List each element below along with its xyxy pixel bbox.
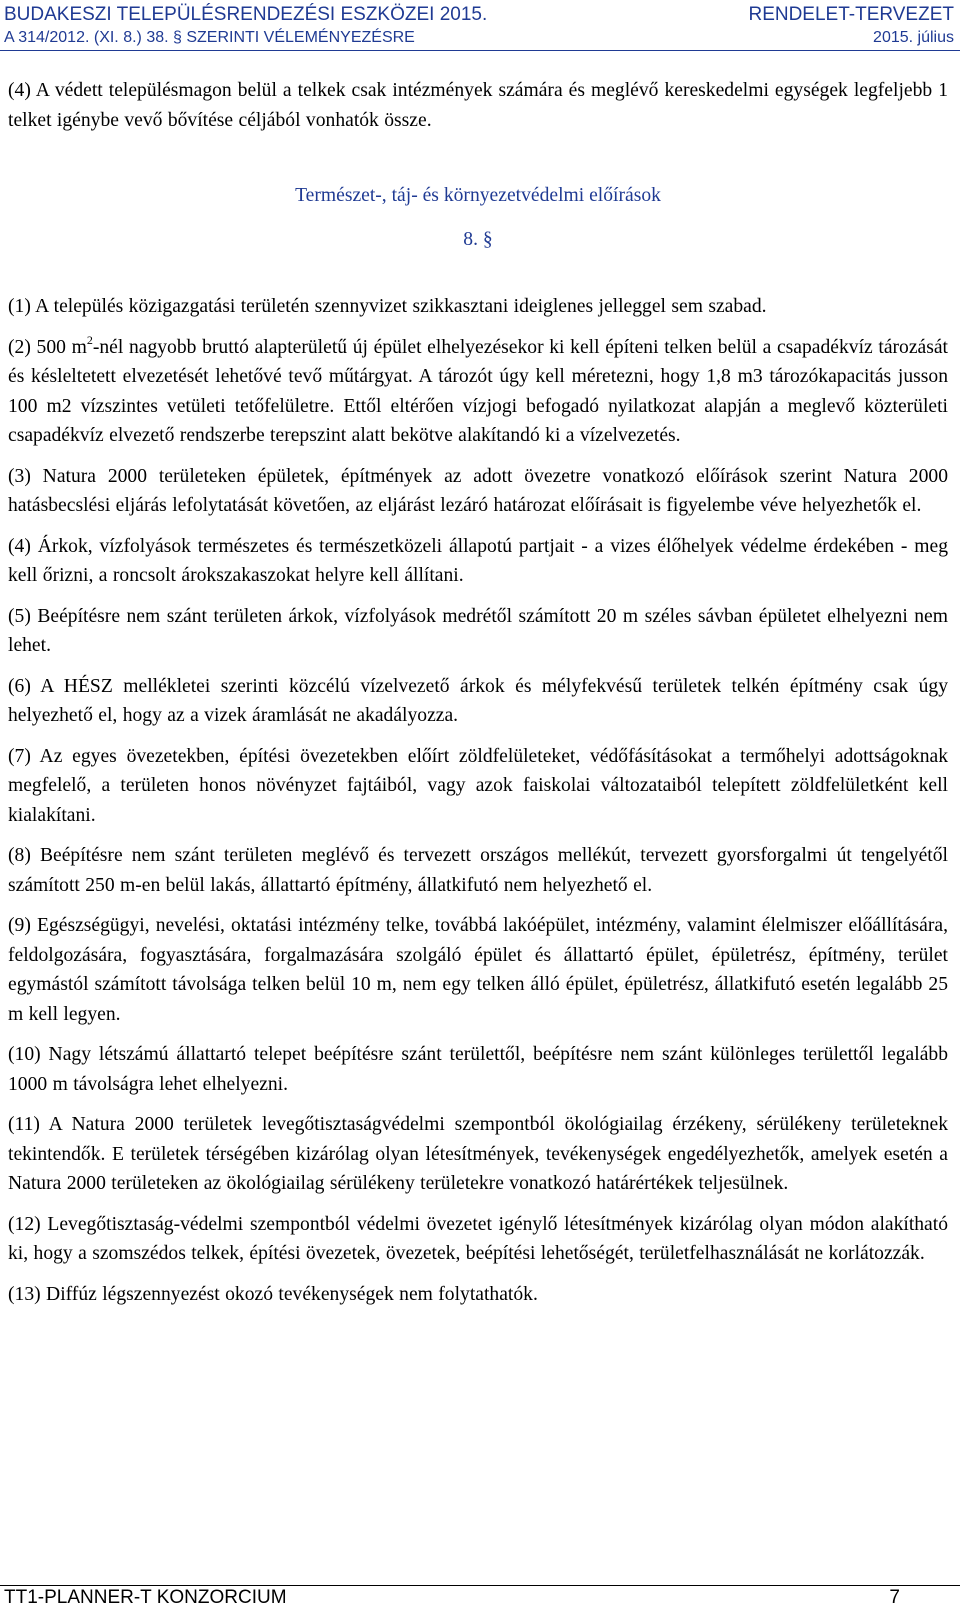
document-body — [8, 76, 948, 1309]
page-number: 7 — [889, 1587, 900, 1608]
paragraph-2-rest: -nél nagyobb bruttó alapterületű új épület elhelyezésekor ki kell építeni telken belül a csapadékvíz tározását és késleltetett elvezetését lehetővé tevő műtárgyat. A tározót úgy kell méretezni, hogy 1,8 m3 tározókapacitás jusson 100 m2 vízszintes vetületi tetőfelületre. Ettől eltérően vízjogi befogadó nyilatkozat alapján a meglevő közterületi csapadékvíz elvezető rendszerbe terepszint alatt bekötve alakítandó ki a vízelvezetés. — [8, 336, 948, 446]
paragraph-2-start: (2) 500 m — [8, 336, 87, 358]
paragraph-5: (5) Beépítésre nem szánt területen árkok, vízfolyások medrétől számított 20 m széles sávban épületet elhelyezni nem lehet. — [8, 605, 948, 656]
page-header — [0, 0, 960, 51]
header-row-1 — [0, 0, 960, 26]
paragraph-13: (13) Diffúz légszennyezést okozó tevékenységek nem folytathatók. — [8, 1283, 538, 1305]
intro-paragraph: (4) A védett településmagon belül a telkek csak intézmények számára és meglévő kereskedelmi egységek legfeljebb 1 telket igénybe vevő bővítése céljából vonhatók össze. — [8, 80, 948, 131]
header-legal-reference: A 314/2012. (XI. 8.) 38. § SZERINTI VÉLEMÉNYEZÉSRE — [4, 29, 415, 46]
paragraph-8: (8) Beépítésre nem szánt területen meglévő és tervezett országos mellékút, tervezett gyorsforgalmi út tengelyétől számított 250 m-en belül lakás, állattartó építmény, állatkifutó nem helyezhető el. — [8, 845, 948, 896]
paragraph-11: (11) A Natura 2000 területek levegőtisztaságvédelmi szempontból ökológiailag érzékeny, sérülékeny területeknek tekintendők. E területek térségében kizárólag olyan létesítmények, tevékenységek engedélyezhetők, amelyek esetén a Natura 2000 területeken az ökológiailag sérülékeny területekre vonatkozó határértékek teljesülnek. — [8, 1114, 948, 1194]
header-document-type: RENDELET-TERVEZET — [748, 4, 954, 25]
paragraph-2 — [8, 333, 948, 451]
paragraph-3: (3) Natura 2000 területeken épületek, építmények az adott övezetre vonatkozó előírások szerint Natura 2000 hatásbecslési eljárás lefolytatását követően, az eljárást lezáró határozat előírásait is figyelembe véve helyezhetők el. — [8, 465, 948, 516]
paragraph-10: (10) Nagy létszámú állattartó telepet beépítésre szánt területtől, beépítésre nem szánt különleges területtől legalább 1000 m távolságra lehet elhelyezni. — [8, 1044, 948, 1095]
header-document-title: BUDAKESZI TELEPÜLÉSRENDEZÉSI ESZKÖZEI 2015. — [4, 4, 488, 25]
paragraph-6: (6) A HÉSZ mellékletei szerinti közcélú vízelvezető árkok és mélyfekvésű területek telkén építmény csak úgy helyezhető el, hogy az a vizek áramlását ne akadályozza. — [8, 675, 948, 726]
paragraph-7: (7) Az egyes övezetekben, építési övezetekben előírt zöldfelületeket, védőfásításokat a termőhelyi adottságoknak megfelelő, a területen honos növényzet fajtáiból, vagy azok faiskolai változataiból telepített zöldfelületként kell kialakítani. — [8, 745, 948, 826]
superscript-2: 2 — [86, 332, 93, 347]
paragraph-4: (4) Árkok, vízfolyások természetes és természetközeli állapotú partjait - a vizes élőhelyek védelme érdekében - meg kell őrizni, a roncsolt árokszakaszokat helyre kell állítani. — [8, 535, 948, 586]
header-row-2 — [0, 26, 960, 51]
paragraph-9: (9) Egészségügyi, nevelési, oktatási intézmény telke, továbbá lakóépület, intézmény, valamint élelmiszer előállítására, feldolgozására, fogyasztására, forgalmazására szolgáló épület és állattartó épület, épületrész, építmény, terület egymástól számított távolsága telken belül 10 m, nem egy telken álló épület, épületrész, állatkifutó esetén legalább 25 m kell legyen. — [8, 915, 948, 1025]
section-number: 8. § — [463, 228, 493, 250]
header-date: 2015. július — [873, 29, 954, 46]
paragraph-12: (12) Levegőtisztaság-védelmi szempontból védelmi övezetet igénylő létesítmények kizárólag olyan módon alakítható ki, hogy a szomszédos telkek, építési övezetek, övezetek, beépítési lehetőségét, területfelhasználását ne korlátozzák. — [8, 1213, 948, 1264]
section-title: Természet-, táj- és környezetvédelmi előírások — [295, 185, 661, 206]
paragraph-1: (1) A település közigazgatási területén szennyvizet szikkasztani ideiglenes jelleggel sem szabad. — [8, 296, 767, 317]
footer-consortium: TT1-PLANNER-T KONZORCIUM — [4, 1587, 287, 1608]
page-footer — [0, 1585, 960, 1609]
